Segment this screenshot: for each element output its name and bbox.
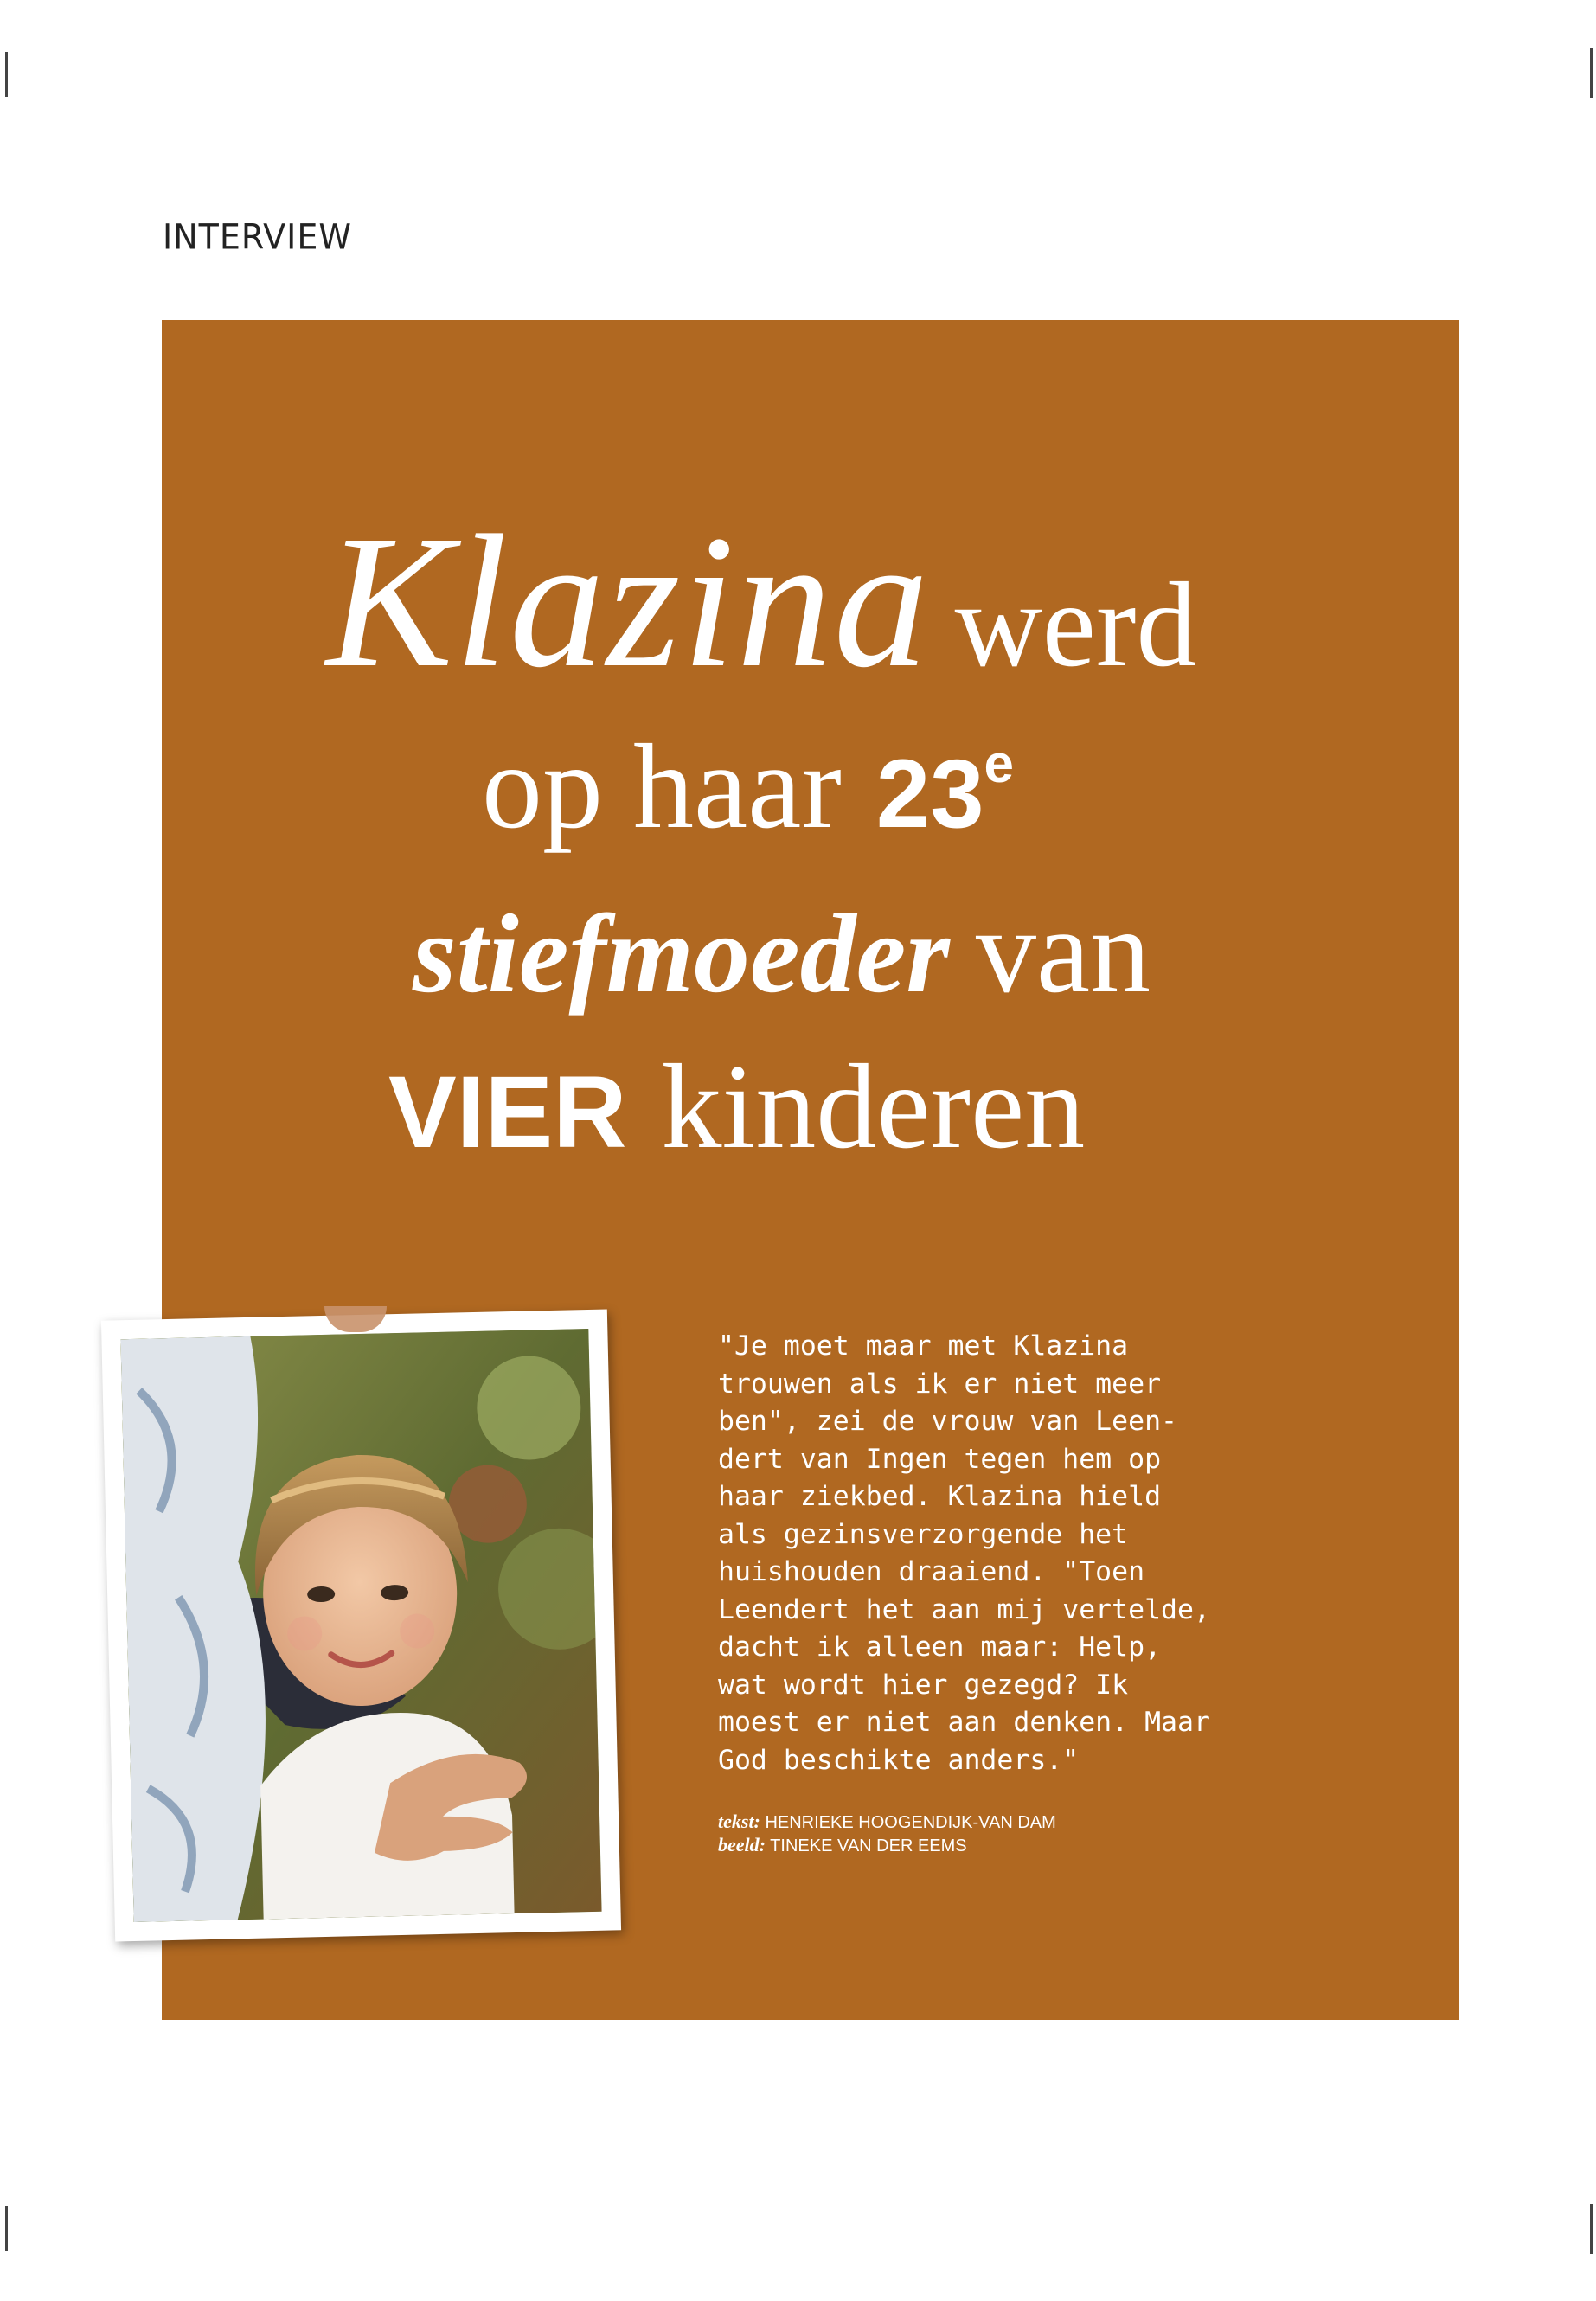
- credit-text-name: HENRIEKE HOOGENDIJK-VAN DAM: [765, 1813, 1056, 1832]
- headline-name: Klazina: [326, 496, 931, 707]
- headline-line-3-rest: van: [975, 884, 1151, 1018]
- headline-line-3: [413, 884, 1151, 1018]
- intro-quote: "Je moet maar met Klazina trouwen als ik er niet meer ben", zei de vrouw van Leen- dert van Ingen tegen hem op haar ziekbed. Klazina hield als gezinsverzorgende het huishouden draaiend. "Toen Leendert het aan mij vertelde, dacht ik alleen maar: Help, wat wordt hier gezegd? Ik moest er niet aan denken. Maar God beschikte anders.": [718, 1330, 1210, 1776]
- headline-age-number: 23: [875, 740, 984, 848]
- headline-line-1: [326, 496, 1197, 707]
- headline-age-superscript: e: [984, 734, 1014, 794]
- section-label: INTERVIEW: [163, 216, 352, 258]
- credit-image: [718, 1834, 1056, 1857]
- crop-mark-top-left: [5, 52, 8, 97]
- photo-frame: [101, 1309, 621, 1941]
- crop-mark-bottom-right: [1590, 2204, 1593, 2254]
- young-girl-hugged-photo-icon: [120, 1329, 601, 1922]
- credit-image-name: TINEKE VAN DER EEMS: [770, 1836, 967, 1856]
- credit-text-role: tekst:: [718, 1811, 760, 1832]
- credit-image-role: beeld:: [718, 1834, 766, 1856]
- headline-line-2: [482, 720, 1014, 854]
- headline-children: kinderen: [661, 1040, 1086, 1174]
- credits: [718, 1811, 1056, 1857]
- headline-stepmother: stiefmoeder: [413, 892, 950, 1016]
- credit-text: [718, 1811, 1056, 1834]
- headline-four: VIER: [388, 1055, 627, 1170]
- headline-line-4: [388, 1040, 1086, 1174]
- headline-line-2-text: op haar: [482, 720, 842, 854]
- headline-line-1-rest: werd: [954, 558, 1197, 692]
- crop-mark-top-right: [1590, 48, 1593, 98]
- crop-mark-bottom-left: [5, 2206, 8, 2251]
